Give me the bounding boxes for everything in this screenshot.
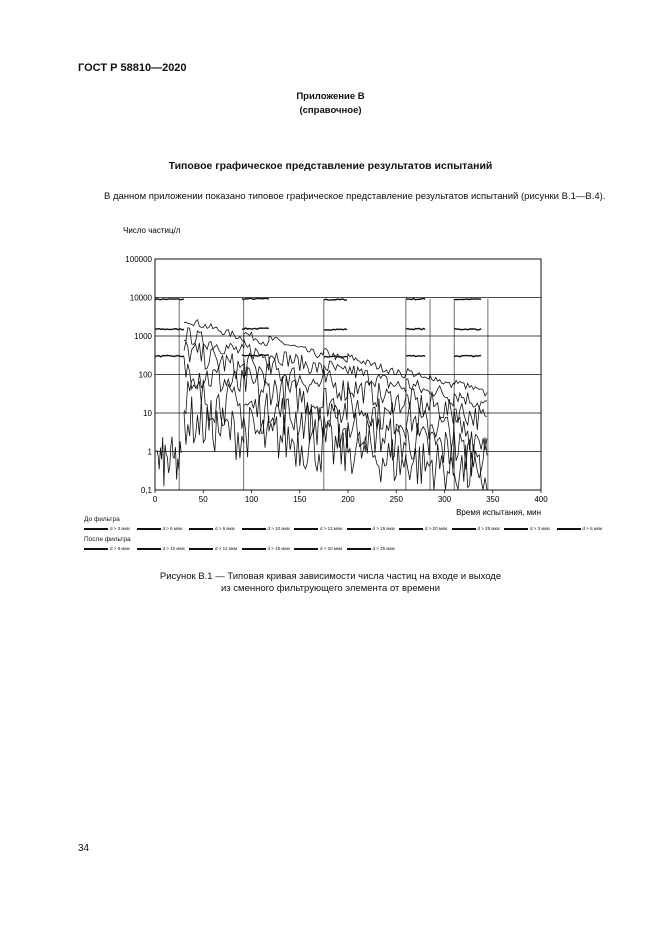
caption-line-1: Рисунок В.1 — Типовая кривая зависимости числа частиц на входе и выходе bbox=[159, 571, 502, 582]
upstream-series-line bbox=[454, 356, 481, 357]
plot-area bbox=[125, 255, 548, 504]
legend-before-swatch bbox=[84, 528, 108, 530]
y-tick-label: 0,1 bbox=[140, 486, 152, 495]
legend-before-swatch bbox=[399, 528, 423, 530]
appendix-title: Приложение В bbox=[296, 91, 365, 102]
upstream-series-line bbox=[406, 356, 425, 357]
upstream-series-line bbox=[242, 328, 269, 329]
legend-after-swatch bbox=[347, 548, 371, 550]
x-tick-label: 200 bbox=[341, 495, 355, 504]
y-tick-label: 10 bbox=[143, 409, 152, 418]
legend-before-swatch bbox=[189, 528, 213, 530]
legend-before-items bbox=[84, 525, 614, 533]
legend-before-label: d > 6 мкм bbox=[162, 526, 183, 531]
legend-before-label: d > 6 мкм bbox=[215, 526, 235, 531]
upstream-series-line bbox=[324, 356, 347, 357]
legend-after-label: d > 10 мкм bbox=[162, 546, 185, 551]
caption-line-2: из сменного фильтрующего элемента от времени bbox=[220, 583, 440, 594]
x-tick-label: 50 bbox=[198, 495, 208, 504]
legend-after-swatch bbox=[137, 548, 161, 550]
legend-after-label: d > 12 мкм bbox=[215, 546, 238, 551]
section-title: Типовое графическое представление результатов испытаний bbox=[168, 160, 493, 172]
legend-before-swatch bbox=[347, 528, 371, 530]
x-tick-label: 250 bbox=[389, 495, 403, 504]
legend-before-label: До фильтра bbox=[84, 516, 120, 523]
x-tick-label: 100 bbox=[244, 495, 259, 504]
legend-before-swatch bbox=[504, 528, 528, 530]
page-number: 34 bbox=[78, 843, 90, 854]
legend-before-swatch bbox=[557, 528, 581, 530]
legend-before-swatch bbox=[137, 528, 161, 530]
legend-after-label: После фильтра bbox=[84, 536, 131, 543]
document-header: ГОСТ Р 58810—2020 bbox=[78, 62, 187, 74]
legend-after-items bbox=[84, 545, 614, 553]
legend-before-label: d > 20 мкм bbox=[425, 526, 448, 531]
legend-after-label: d > 20 мкм bbox=[320, 546, 343, 551]
legend-before-label: d > 12 мкм bbox=[320, 526, 343, 531]
legend-before-label: d > 3 мкм bbox=[530, 526, 550, 531]
legend-after-swatch bbox=[242, 548, 266, 550]
legend-after-swatch bbox=[84, 548, 108, 550]
upstream-series-line bbox=[406, 328, 425, 329]
x-tick-label: 300 bbox=[437, 495, 452, 504]
particle-count-chart bbox=[78, 222, 588, 522]
x-tick-label: 350 bbox=[486, 495, 500, 504]
legend-after-label: d > 15 мкм bbox=[267, 546, 290, 551]
upstream-series-line bbox=[155, 329, 184, 330]
x-tick-label: 150 bbox=[293, 495, 307, 504]
x-tick-label: 0 bbox=[152, 495, 158, 504]
y-tick-label: 100 bbox=[138, 370, 152, 380]
legend-before-label: d > 25 мкм bbox=[477, 526, 500, 531]
legend-after-label: d > 25 мкм bbox=[372, 546, 395, 551]
y-tick-label: 1000 bbox=[134, 332, 152, 341]
intro-paragraph: В данном приложении показано типовое графическое представление результатов испытаний (рисунки В.1—В.4). bbox=[104, 191, 606, 202]
legend-before-label: d > 15 мкм bbox=[372, 526, 395, 531]
y-tick-label: 10000 bbox=[129, 293, 152, 303]
y-axis-label: Число частиц/л bbox=[123, 226, 181, 235]
figure-caption bbox=[0, 571, 661, 595]
upstream-series-line bbox=[324, 329, 347, 330]
legend-before-swatch bbox=[294, 528, 318, 530]
x-tick-label: 400 bbox=[534, 495, 548, 504]
upstream-series-line bbox=[454, 329, 481, 330]
upstream-series-line bbox=[155, 356, 184, 357]
legend-before-swatch bbox=[242, 528, 266, 530]
upstream-series-line bbox=[242, 355, 269, 356]
downstream-series-line bbox=[184, 328, 487, 408]
legend-before-label: d > 3 мкм bbox=[110, 526, 130, 531]
upstream-series-line bbox=[324, 299, 347, 300]
upstream-series-line bbox=[155, 299, 184, 300]
upstream-series-line bbox=[454, 299, 481, 300]
y-tick-label: 1 bbox=[147, 447, 152, 457]
legend-before-swatch bbox=[452, 528, 476, 530]
legend-before-label: d > 6 мкм bbox=[582, 526, 603, 531]
legend-after-label: d > 8 мкм bbox=[110, 546, 130, 551]
downstream-series-line bbox=[184, 379, 487, 478]
initial-noise-line bbox=[157, 437, 181, 487]
upstream-series-line bbox=[406, 299, 425, 300]
legend-before-label: d > 10 мкм bbox=[267, 526, 290, 531]
appendix-subtitle: (справочное) bbox=[299, 105, 362, 116]
y-tick-label: 100000 bbox=[125, 255, 152, 264]
x-axis-label: Время испытания, мин bbox=[456, 508, 541, 517]
upstream-series-line bbox=[242, 298, 269, 299]
legend-after-swatch bbox=[294, 548, 318, 550]
legend-after-swatch bbox=[189, 548, 213, 550]
chart-legend bbox=[84, 516, 614, 556]
